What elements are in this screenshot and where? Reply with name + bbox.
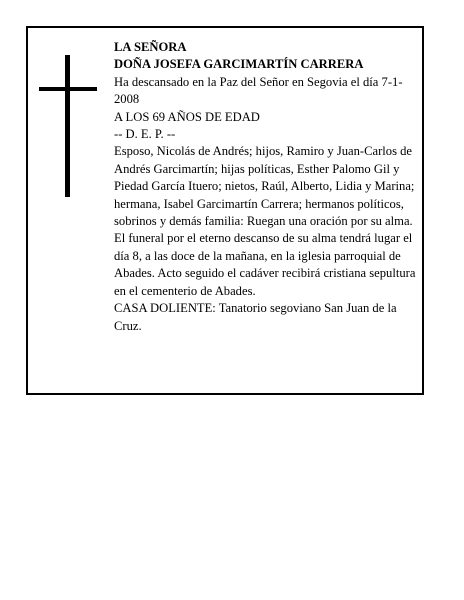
obituary-notice <box>26 26 424 395</box>
obituary-heading: LA SEÑORA <box>114 40 187 54</box>
funeral-paragraph: El funeral por el eterno descanso de su alma tendrá lugar el día 8, a las doce de la mañana, en la iglesia parroquial de Abades. Acto seguido el cadáver recibirá cristiana sepultura en el cementerio de Abades. <box>114 231 416 298</box>
cross-vertical-bar <box>65 55 70 197</box>
cross-horizontal-bar <box>39 87 97 91</box>
rip-line: -- D. E. P. -- <box>114 127 176 142</box>
casa-doliente-line: CASA DOLIENTE: Tanatorio segoviano San Juan de la Cruz. <box>114 301 397 333</box>
death-announcement: Ha descansado en la Paz del Señor en Segovia el día 7-1-2008 <box>114 74 403 107</box>
age-line: A LOS 69 AÑOS DE EDAD <box>114 109 260 124</box>
deceased-name: DOÑA JOSEFA GARCIMARTÍN CARRERA <box>114 57 364 72</box>
obituary-text <box>114 39 416 335</box>
family-paragraph: Esposo, Nicolás de Andrés; hijos, Ramiro y Juan-Carlos de Andrés Garcimartín; hijas políticas, Esther Palomo Gil y Piedad García Ituero; nietos, Raúl, Alberto, Lidia y Marina; hermana, Isabel Garcimartín Carrera; hermanos políticos, sobrinos y demás familia: Ruegan una oración por su alma. <box>114 144 415 229</box>
